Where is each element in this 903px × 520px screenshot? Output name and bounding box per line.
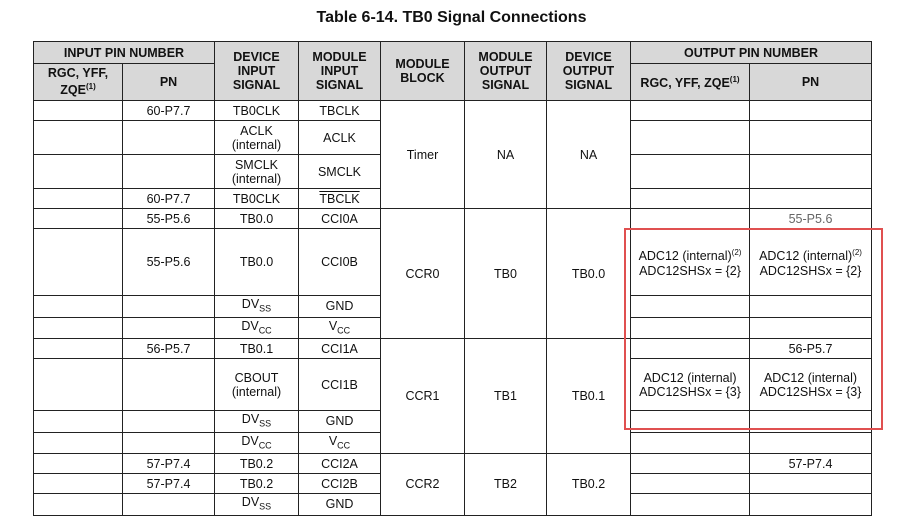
module-output-cell: TB0: [465, 209, 547, 339]
device-output-cell: TB0.1: [547, 339, 631, 454]
module-output-cell: TB2: [465, 454, 547, 516]
module-input-cell: ACLK: [299, 121, 381, 155]
device-input-cell: TB0.0: [215, 229, 299, 296]
module-input-cell: TBCLK: [299, 189, 381, 209]
module-input-cell: CCI2A: [299, 454, 381, 474]
table-row: [34, 209, 872, 229]
device-input-cell: TB0CLK: [215, 189, 299, 209]
device-output-cell: TB0.2: [547, 454, 631, 516]
device-output-cell: NA: [547, 101, 631, 209]
table-title: Table 6-14. TB0 Signal Connections: [316, 9, 587, 26]
device-input-cell: CBOUT (internal): [215, 359, 299, 411]
device-input-cell: TB0.1: [215, 339, 299, 359]
module-input-cell: TBCLK: [299, 101, 381, 121]
header-output-pin-number: OUTPUT PIN NUMBER: [631, 42, 872, 64]
header-row: [34, 42, 872, 64]
input-pn-cell: 57-P7.4: [123, 454, 215, 474]
output-pn-cell: ADC12 (internal)$^{(2)}$ ADC12SHSx = {2}: [750, 229, 872, 296]
device-input-cell: $DV_{SS}$: [215, 494, 299, 516]
device-input-cell: TB0.2: [215, 474, 299, 494]
module-input-cell: $V_{CC}$: [299, 317, 381, 339]
module-input-cell: SMCLK: [299, 155, 381, 189]
header-device-input-signal: DEVICE INPUT SIGNAL: [215, 42, 299, 101]
table-row: [34, 339, 872, 359]
header-device-output-signal: DEVICE OUTPUT SIGNAL: [547, 42, 631, 101]
module-input-cell: CCI1B: [299, 359, 381, 411]
module-output-cell: NA: [465, 101, 547, 209]
header-module-output-signal: MODULE OUTPUT SIGNAL: [465, 42, 547, 101]
header-module-input-signal: MODULE INPUT SIGNAL: [299, 42, 381, 101]
header-input-pn: PN: [123, 64, 215, 101]
module-block-cell: CCR1: [381, 339, 465, 454]
output-pn-cell: 55-P5.6: [750, 209, 872, 229]
input-pn-cell: 55-P5.6: [123, 209, 215, 229]
device-input-cell: ACLK (internal): [215, 121, 299, 155]
device-input-cell: SMCLK (internal): [215, 155, 299, 189]
module-input-cell: GND: [299, 494, 381, 516]
device-input-cell: $DV_{SS}$: [215, 296, 299, 318]
header-input-pin-number: INPUT PIN NUMBER: [34, 42, 215, 64]
header-module-block: MODULE BLOCK: [381, 42, 465, 101]
module-block-cell: CCR2: [381, 454, 465, 516]
table-row: [34, 101, 872, 121]
output-pn-cell: ADC12 (internal) ADC12SHSx = {3}: [750, 359, 872, 411]
output-pn-cell: 57-P7.4: [750, 454, 872, 474]
module-output-cell: TB1: [465, 339, 547, 454]
device-input-cell: $DV_{CC}$: [215, 432, 299, 454]
header-output-rgc: RGC, YFF, ZQE$^{(1)}$: [631, 64, 750, 101]
module-block-cell: Timer: [381, 101, 465, 209]
header-input-rgc: RGC, YFF, ZQE$^{(1)}$: [34, 64, 123, 101]
input-pn-cell: 55-P5.6: [123, 229, 215, 296]
module-input-cell: CCI0B: [299, 229, 381, 296]
input-pn-cell: 57-P7.4: [123, 474, 215, 494]
device-input-cell: $DV_{SS}$: [215, 411, 299, 433]
device-input-cell: TB0.0: [215, 209, 299, 229]
module-input-cell: GND: [299, 411, 381, 433]
output-rgc-cell: ADC12 (internal) ADC12SHSx = {3}: [631, 359, 750, 411]
header-output-pn: PN: [750, 64, 872, 101]
device-input-cell: TB0.2: [215, 454, 299, 474]
output-pn-cell: 56-P5.7: [750, 339, 872, 359]
input-pn-cell: 56-P5.7: [123, 339, 215, 359]
module-input-cell: $V_{CC}$: [299, 432, 381, 454]
input-pn-cell: 60-P7.7: [123, 101, 215, 121]
module-input-cell: CCI2B: [299, 474, 381, 494]
module-input-cell: CCI1A: [299, 339, 381, 359]
device-input-cell: $DV_{CC}$: [215, 317, 299, 339]
output-rgc-cell: ADC12 (internal)$^{(2)}$ ADC12SHSx = {2}: [631, 229, 750, 296]
device-output-cell: TB0.0: [547, 209, 631, 339]
device-input-cell: TB0CLK: [215, 101, 299, 121]
input-pn-cell: 60-P7.7: [123, 189, 215, 209]
module-input-cell: GND: [299, 296, 381, 318]
module-block-cell: CCR0: [381, 209, 465, 339]
signal-connections-table: [33, 41, 872, 516]
table-row: [34, 454, 872, 474]
module-input-cell: CCI0A: [299, 209, 381, 229]
